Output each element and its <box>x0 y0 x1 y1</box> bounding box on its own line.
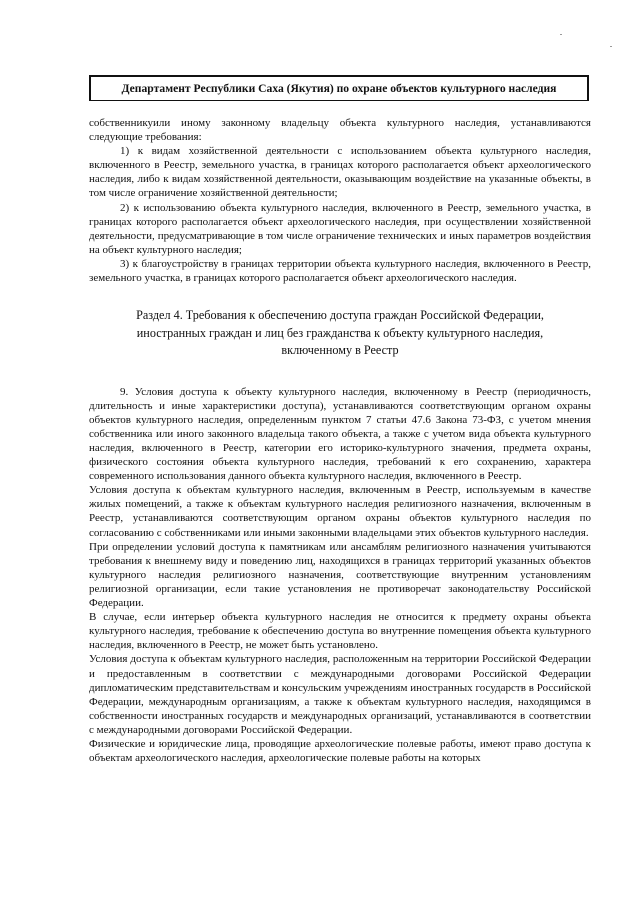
paragraph-9: 9. Условия доступа к объекту культурного наследия, включенному в Реестр (периодичность, длительность и иные характеристики доступа), устанавливаются соответствующим органом охраны объектов культурного наследия, определенным пунктом 7 статьи 47.6 Закона 73-ФЗ, с учетом мнения собственника или иного законного владельца такого объекта, а также с учетом вида объекта культурного наследия, включенного в Реестр, категории его историко-культурного значения, предмета охраны, физического состояния объекта культурного наследия, требований к его сохранению, характера современного использования данного объекта культурного наследия, включенного в Реестр. <box>89 385 591 483</box>
paragraph-religious-access: При определении условий доступа к памятникам или ансамблям религиозного назначения учитываются требования к внешнему виду и поведению лиц, находящихся в границах территорий указанных объектов культурного наследия религиозного назначения, соответствующие внутренним установлениям религиозной организации, если такие установления не противоречат законодательству Российской Федерации. <box>89 540 591 610</box>
scan-speck <box>610 46 612 47</box>
requirement-item-2: 2) к использованию объекта культурного наследия, включенного в Реестр, земельного участка, в границах которого располагается объект археологического наследия, при осуществлении хозяйственной деятельности, предусматривающие в том числе ограничение технических и иных параметров воздействия на объект культурного наследия; <box>89 201 591 256</box>
section-heading-line: иностранных граждан и лиц без гражданства к объекту культурного наследия, <box>136 325 544 340</box>
document-body <box>89 116 591 765</box>
header-title: Департамент Республики Саха (Якутия) по охране объектов культурного наследия <box>121 82 557 95</box>
intro-lead: собственникуили иному законному владельцу объекта культурного наследия, устанавливаются следующие требования: <box>89 117 591 144</box>
section-heading-line: включенному в Реестр <box>281 343 399 358</box>
requirement-item-3: 3) к благоустройству в границах территории объекта культурного наследия, включенного в Реестр, земельного участка, в границах которого располагается объект археологического наследия. <box>89 257 591 285</box>
section-heading <box>89 307 591 360</box>
paragraph-archaeology: Физические и юридические лица, проводящие археологические полевые работы, имеют право доступа к объектам археологического наследия, археологические полевые работы на которых <box>89 737 591 765</box>
section-heading-line: Раздел 4. Требования к обеспечению доступа граждан Российской Федерации, <box>136 308 544 323</box>
paragraph-interior: В случае, если интерьер объекта культурного наследия не относится к предмету охраны объекта культурного наследия, требование к обеспечению доступа во внутренние помещения объекта культурного наследия, включенного в Реестр, не может быть установлено. <box>89 611 591 652</box>
requirement-item-1: 1) к видам хозяйственной деятельности с использованием объекта культурного наследия, включенного в Реестр, земельного участка, в границах которого располагается объект археологического наследия, либо к видам хозяйственной деятельности, оказывающим воздействие на указанные объекты, в том числе ограничение хозяйственной деятельности; <box>89 145 591 200</box>
paragraph-international: Условия доступа к объектам культурного наследия, расположенным на территории Российской Федерации и предоставленным в соответствии с международными договорами Российской Федерации дипломатическим представительствам и консульским учреждениям иностранных государств в Российской Федерации, международным организациям, а также к объектам культурного наследия, находящимся в собственности иностранных государств и международных организаций, устанавливаются в соответствии с международными договорами Российской Федерации. <box>89 653 591 736</box>
scan-speck <box>560 34 562 35</box>
header-box <box>89 75 589 101</box>
paragraph-residential-access: Условия доступа к объектам культурного наследия, включенным в Реестр, используемым в качестве жилых помещений, а также к объектам культурного наследия религиозного назначения, включенным в Реестр, устанавливаются соответствующим органом охраны объектов культурного наследия по согласованию с собственниками или иными законными владельцами этих объектов культурного наследия. <box>89 484 591 539</box>
